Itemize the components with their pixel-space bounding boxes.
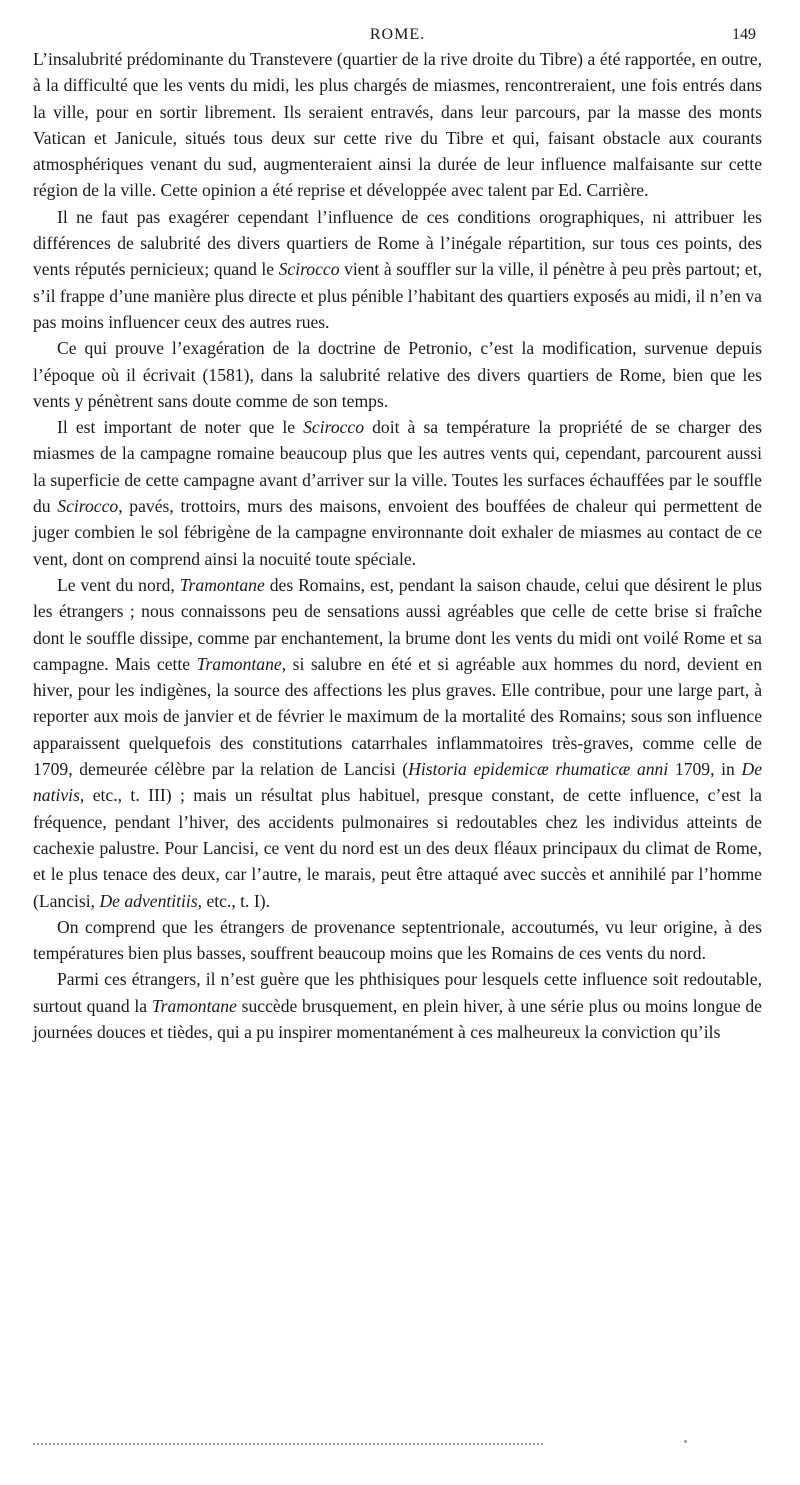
text-run: des Romains, est, pendant la saison chaude, celui que désirent le plus les étrangers ; nous connaissons peu de sensations aussi agréables que celle de cette brise si fraîche dont le souffle dissipe, comme par enchantement, la brume dont les vents du midi ont voilé Rome et sa campagne. Mais cette bbox=[33, 574, 762, 674]
paragraph bbox=[33, 46, 762, 204]
running-title: ROME. bbox=[369, 26, 426, 43]
page-number: 149 bbox=[732, 26, 756, 43]
footer-mark bbox=[684, 1440, 687, 1443]
italic-term: De adventitiis bbox=[99, 890, 198, 911]
paragraph bbox=[33, 914, 762, 967]
italic-term: Scirocco bbox=[303, 417, 365, 438]
text-run: , etc., t. III) ; mais un résultat plus habituel, presque constant, de cette influence, c’est la fréquence, pendant l’hiver, des accidents pulmonaires si redoutables chez les individus atteints de cachexie palustre. Pour Lancisi, ce vent du nord est un des deux fléaux principaux du climat de Rome, et le plus tenace des deux, car l’autre, le marais, peut être attaqué avec succès et annihilé par l’homme (Lancisi, bbox=[33, 785, 762, 911]
body-text bbox=[33, 46, 762, 1045]
text-run: , etc., t. I). bbox=[197, 890, 270, 911]
text-run: 1709, in bbox=[668, 759, 742, 780]
text-run: doit à sa température la propriété de se charger des miasmes de la campagne romaine beaucoup plus que les autres vents qui, cependant, parcourent aussi la superficie de cette campagne avant d’arriver sur la ville. Toutes les surfaces échauffées par le souffle du bbox=[33, 417, 763, 517]
text-run: succède brusquement, en plein hiver, à une série plus ou moins longue de journées douces et tièdes, qui a pu inspirer momentanément à ces malheureux la conviction qu’ils bbox=[33, 995, 762, 1042]
paragraph bbox=[33, 204, 762, 335]
running-header bbox=[33, 0, 762, 46]
italic-term: Tramontane bbox=[196, 653, 282, 674]
paragraph bbox=[33, 572, 762, 914]
text-run: vient à souffler sur la ville, il pénètre à peu près partout; et, s’il frappe d’une manière plus directe et plus pénible l’habitant des quartiers exposés au midi, il n’en va pas moins influencer ceux des autres rues. bbox=[33, 259, 762, 332]
paragraph bbox=[33, 966, 762, 1045]
paragraph bbox=[33, 335, 762, 414]
text-run: Il ne faut pas exagérer cependant l’influence de ces conditions orographiques, ni attribuer les différences de salubrité des divers quartiers de Rome à l’inégale répartition, sur tous ces points, des vents réputés pernicieux; quand le bbox=[33, 206, 762, 280]
text-run: On comprend que les étrangers de provenance septentrionale, accoutumés, vu leur origine, à des températures bien plus basses, souffrent beaucoup moins que les Romains de ces vents du nord. bbox=[33, 916, 762, 964]
text-run: , si salubre en été et si agréable aux hommes du nord, devient en hiver, pour les indigènes, la source des affections les plus graves. Elle contribue, pour une large part, à reporter aux mois de janvier et de février le maximum de la mortalité des Romains; sous son influence apparaissent quelquefois des constitutions catarrhales inflammatoires très-graves, comme celle de 1709, demeurée célèbre par la relation de Lancisi ( bbox=[33, 653, 762, 780]
italic-term: Scirocco bbox=[278, 259, 340, 280]
text-run: Ce qui prouve l’exagération de la doctrine de Petronio, c’est la modification, survenue depuis l’époque où il écrivait (1581), dans la salubrité relative des divers quartiers de Rome, bien que les vents y pénètrent sans doute comme de son temps. bbox=[33, 338, 762, 411]
footer-dotted-rule bbox=[33, 1443, 543, 1445]
italic-term: De nativis bbox=[33, 759, 762, 806]
paragraph bbox=[33, 414, 762, 572]
text-run: , pavés, trottoirs, murs des maisons, envoient des bouffées de chaleur qui permettent de juger combien le sol fébrigène de la campagne environnante doit exhaler de miasmes au contact de ce vent, dont on comprend ainsi la nocuité toute spéciale. bbox=[33, 496, 762, 569]
text-run: Le vent du nord, bbox=[57, 574, 180, 595]
italic-term: Historia epidemicæ rhumaticæ anni bbox=[408, 759, 669, 780]
text-run: Parmi ces étrangers, il n’est guère que les phthisiques pour lesquels cette influence soit redoutable, surtout quand la bbox=[33, 969, 762, 1016]
italic-term: Tramontane bbox=[179, 574, 265, 595]
text-run: Il est important de noter que le bbox=[57, 417, 304, 438]
italic-term: Scirocco bbox=[57, 496, 119, 517]
text-run: L’insalubrité prédominante du Transtevere (quartier de la rive droite du Tibre) a été rapportée, en outre, à la difficulté que les vents du midi, les plus chargés de miasmes, rencontreraient, une fois entrés dans la ville, pour en sortir librement. Ils seraient entravés, dans leur parcours, par la masse des monts Vatican et Janicule, situés tous deux sur cette rive du Tibre et qui, faisant obstacle aux courants atmosphériques venant du sud, augmenteraient ainsi la durée de leur influence malfaisante sur cette région de la ville. Cette opinion a été reprise et développée avec talent par Ed. Carrière. bbox=[33, 49, 762, 201]
italic-term: Tramontane bbox=[151, 995, 237, 1016]
